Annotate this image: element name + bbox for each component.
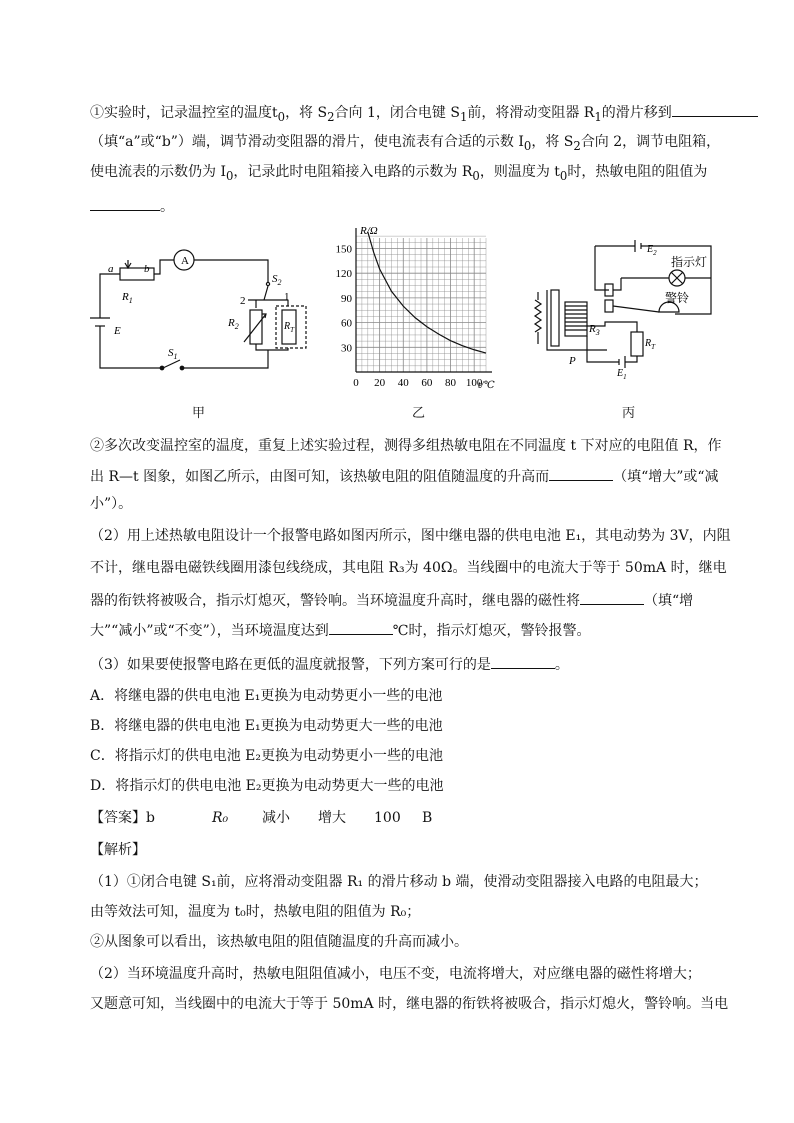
label-indicator-lamp: 指示灯: [671, 255, 708, 269]
answer-blank[interactable]: [549, 466, 613, 481]
analysis-line-5: 又题意可知，当线圈中的电流大于等于 50mA 时，继电器的衔铁将被吸合，指示灯熄火，警铃响。当电: [90, 996, 729, 1012]
y-tick-label: 120: [335, 268, 352, 281]
q1-line-1: ①实验时，记录温控室的温度$t_0$，将 $S_2$合向 1，闭合电键 $S_1$前，将滑动变阻器 $R_1$的滑片移到: [90, 102, 758, 127]
label-1: 1: [284, 291, 290, 303]
option-d[interactable]: D．将指示灯的供电电池 E₂更换为电动势更大一些的电池: [90, 778, 444, 794]
part3-question: （3）如果要使报警电路在更低的温度就报警，下列方案可行的是 。: [90, 654, 569, 675]
label-E: E: [114, 325, 121, 337]
figure-bing-circuit: [525, 232, 725, 382]
analysis-line-3: ②从图象可以看出，该热敏电阻的阻值随温度的升高而减小。: [90, 934, 468, 950]
x-tick-label: 40: [397, 377, 409, 389]
figure-yi-chart: [330, 220, 510, 395]
part2-line-4: 大”“减小”或“不变”），当环境温度达到 ℃时，指示灯熄灭，警铃报警。: [90, 620, 590, 641]
answer-blank[interactable]: [90, 196, 160, 211]
answer-item: 增大: [318, 810, 346, 826]
q1-line-2: （填“a”或“b”）端，调节滑动变阻器的滑片，使电流表有合适的示数 $I_0$，将 $S_2$合向 2，调节电阻箱，: [90, 134, 721, 153]
label-E2: $E_2$: [647, 244, 657, 257]
answer-blank[interactable]: [491, 654, 555, 669]
label-b: b: [144, 263, 150, 275]
label-alarm-bell: 警铃: [665, 291, 690, 305]
part2-line-2: 不计，继电器电磁铁线圈用漆包线绕成，其电阻 R₃为 40Ω。当线圈中的电流大于等于 50mA 时，继电: [90, 560, 727, 576]
q1-line-3: 使电流表的示数仍为 $I_0$，记录此时电阻箱接入电路的示数为 $R_0$，则温度为 $t_0$时，热敏电阻的阻值为: [90, 164, 708, 183]
label-RT: $R_T$: [284, 321, 295, 334]
answer-label: 【答案】: [90, 810, 146, 826]
label-R2: $R_2$: [228, 317, 239, 331]
answer-blank[interactable]: [672, 102, 758, 117]
caption-yi: 乙: [412, 406, 426, 421]
y-tick-label: 60: [341, 317, 352, 330]
q2-line-2: 出 R—t 图象，如图乙所示，由图可知，该热敏电阻的阻值随温度的升高而 （填“增大”或“减: [90, 466, 719, 487]
label-R3: $R_3$: [589, 323, 600, 337]
x-tick-label: 20: [374, 377, 386, 389]
ammeter-label: A: [181, 255, 189, 267]
label-S1: $S_1$: [168, 347, 178, 361]
q1-line-4: 。: [90, 196, 174, 217]
answer-item: B: [422, 810, 433, 826]
x-tick-label: 60: [421, 377, 433, 389]
q2-line-1: ②多次改变温控室的温度，重复上述实验过程，测得多组热敏电阻在不同温度 t 下对应的电阻值 R，作: [90, 438, 722, 454]
label-RT-bing: $R_T$: [645, 338, 656, 351]
y-tick-label: 150: [335, 243, 352, 256]
part2-line-3: 器的衔铁将被吸合，指示灯熄灭，警铃响。当环境温度升高时，继电器的磁性将 （填“增: [90, 590, 693, 611]
label-E1: $E_1$: [617, 368, 627, 381]
analysis-label: 【解析】: [90, 842, 146, 858]
figure-jia-circuit: [88, 238, 328, 388]
x-tick-label: 100: [465, 377, 483, 389]
option-b[interactable]: B．将继电器的供电电池 E₁更换为电动势更大一些的电池: [90, 718, 443, 734]
option-a[interactable]: A．将继电器的供电电池 E₁更换为电动势更小一些的电池: [90, 688, 443, 704]
y-tick-label: 30: [341, 342, 352, 355]
label-a: a: [108, 263, 114, 275]
label-2: 2: [240, 295, 246, 307]
analysis-line-2: 由等效法可知，温度为 t₀时，热敏电阻的阻值为 R₀；: [90, 904, 421, 920]
answer-row: [90, 808, 432, 828]
label-S2: $S_2$: [272, 273, 282, 287]
analysis-line-1: （1）①闭合电键 S₁前，应将滑动变阻器 R₁ 的滑片移动 b 端，使滑动变阻器接入电路的电阻最大；: [90, 874, 708, 890]
part2-line-1: （2）用上述热敏电阻设计一个报警电路如图丙所示，图中继电器的供电电池 E₁，其电动势为 3V，内阻: [90, 528, 731, 544]
caption-bing: 丙: [622, 406, 636, 421]
analysis-line-4: （2）当环境温度升高时，热敏电阻阻值减小，电压不变，电流将增大，对应继电器的磁性将增大；: [90, 966, 701, 982]
x-tick-label: 80: [445, 377, 457, 389]
answer-item: b: [146, 810, 155, 826]
answer-item: R₀: [212, 810, 229, 826]
caption-jia: 甲: [192, 406, 206, 421]
answer-blank[interactable]: [329, 620, 393, 635]
x-tick-label: 0: [353, 377, 359, 389]
answer-item: 减小: [262, 810, 290, 826]
option-c[interactable]: C．将指示灯的供电电池 E₂更换为电动势更小一些的电池: [90, 748, 443, 764]
x-axis-label: t/℃: [478, 380, 495, 391]
y-axis-label: R/Ω: [360, 225, 378, 237]
answer-item: 100: [374, 810, 401, 826]
answer-blank[interactable]: [580, 590, 644, 605]
y-tick-label: 90: [341, 292, 352, 305]
q2-line-3: 小”）。: [90, 496, 133, 512]
label-P: P: [569, 355, 576, 367]
label-R1: $R_1$: [122, 291, 133, 305]
